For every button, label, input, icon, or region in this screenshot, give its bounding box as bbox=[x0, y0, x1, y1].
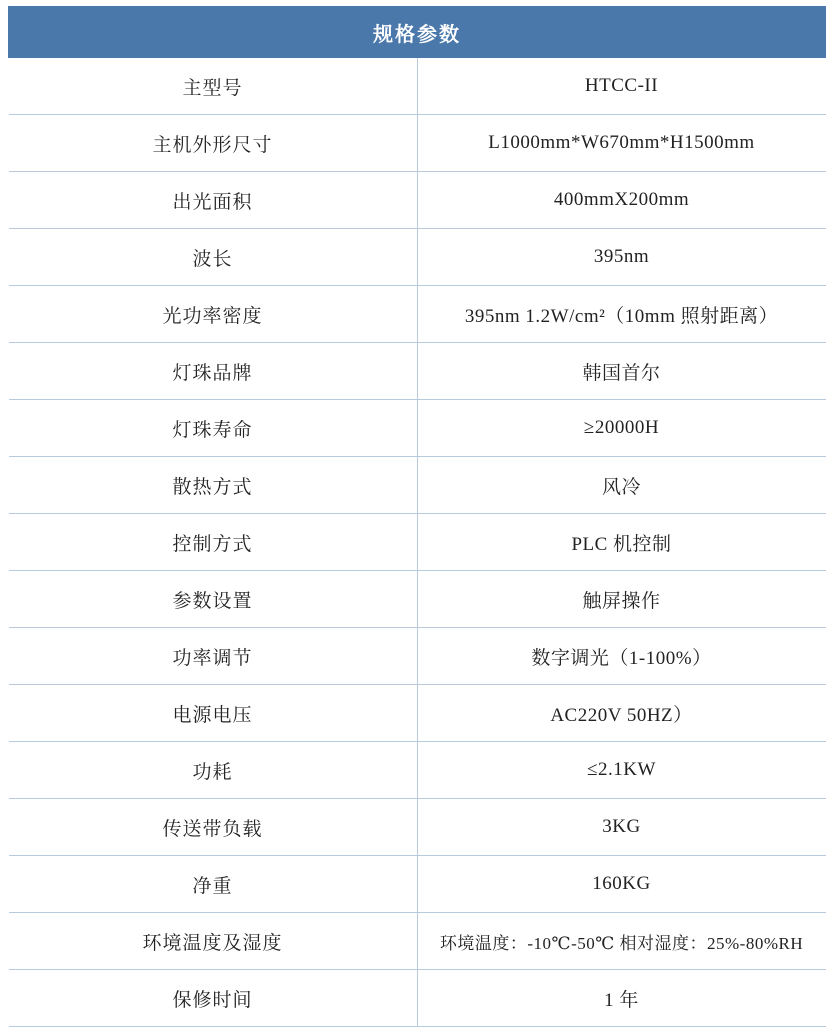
table-row bbox=[9, 514, 826, 571]
param-name: 保修时间 bbox=[9, 970, 418, 1027]
specification-table bbox=[8, 6, 826, 1027]
param-value: ≤2.1KW bbox=[417, 742, 826, 799]
table-row bbox=[9, 913, 826, 970]
param-value: 数字调光（1-100%） bbox=[417, 628, 826, 685]
table-row bbox=[9, 799, 826, 856]
param-value: ≥20000H bbox=[417, 400, 826, 457]
param-name: 控制方式 bbox=[9, 514, 418, 571]
param-name: 灯珠品牌 bbox=[9, 343, 418, 400]
param-value: PLC 机控制 bbox=[417, 514, 826, 571]
param-value: 395nm 1.2W/cm²（10mm 照射距离） bbox=[417, 286, 826, 343]
param-value: 395nm bbox=[417, 229, 826, 286]
param-value: 韩国首尔 bbox=[417, 343, 826, 400]
table-row bbox=[9, 172, 826, 229]
table-title: 规格参数 bbox=[9, 7, 826, 58]
param-name: 净重 bbox=[9, 856, 418, 913]
param-name: 功耗 bbox=[9, 742, 418, 799]
table-header-row bbox=[9, 7, 826, 58]
table-row bbox=[9, 685, 826, 742]
param-value: HTCC-II bbox=[417, 58, 826, 115]
table-row bbox=[9, 571, 826, 628]
param-name: 散热方式 bbox=[9, 457, 418, 514]
param-value: 1 年 bbox=[417, 970, 826, 1027]
param-name: 灯珠寿命 bbox=[9, 400, 418, 457]
table-row bbox=[9, 856, 826, 913]
param-name: 光功率密度 bbox=[9, 286, 418, 343]
param-value: 400mmX200mm bbox=[417, 172, 826, 229]
param-value: 3KG bbox=[417, 799, 826, 856]
param-name: 主机外形尺寸 bbox=[9, 115, 418, 172]
specification-table-body bbox=[9, 7, 826, 1027]
param-name: 环境温度及湿度 bbox=[9, 913, 418, 970]
param-value: 风冷 bbox=[417, 457, 826, 514]
table-row bbox=[9, 286, 826, 343]
param-name: 功率调节 bbox=[9, 628, 418, 685]
param-value: L1000mm*W670mm*H1500mm bbox=[417, 115, 826, 172]
table-row bbox=[9, 742, 826, 799]
param-name: 波长 bbox=[9, 229, 418, 286]
param-value: AC220V 50HZ） bbox=[417, 685, 826, 742]
table-row bbox=[9, 628, 826, 685]
param-name: 参数设置 bbox=[9, 571, 418, 628]
table-row bbox=[9, 229, 826, 286]
param-value: 环境温度：-10℃-50℃ 相对湿度：25%-80%RH bbox=[417, 913, 826, 970]
param-value: 触屏操作 bbox=[417, 571, 826, 628]
table-row bbox=[9, 400, 826, 457]
param-name: 传送带负载 bbox=[9, 799, 418, 856]
table-row bbox=[9, 58, 826, 115]
param-name: 主型号 bbox=[9, 58, 418, 115]
param-value: 160KG bbox=[417, 856, 826, 913]
table-row bbox=[9, 457, 826, 514]
table-row bbox=[9, 115, 826, 172]
table-row bbox=[9, 970, 826, 1027]
param-name: 电源电压 bbox=[9, 685, 418, 742]
param-name: 出光面积 bbox=[9, 172, 418, 229]
table-row bbox=[9, 343, 826, 400]
